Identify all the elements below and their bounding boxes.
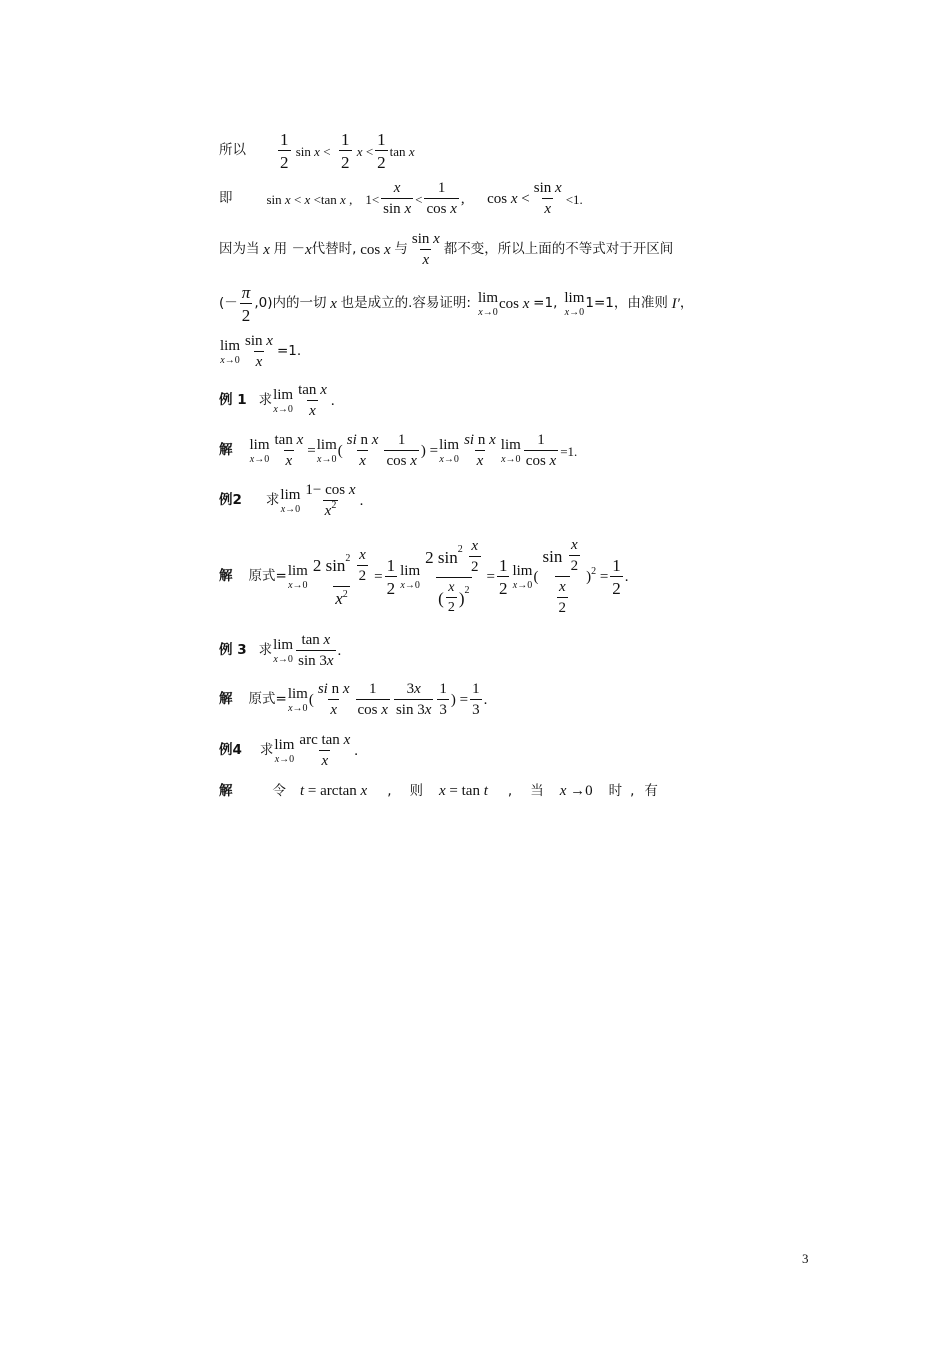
text-find: 求 — [258, 392, 273, 409]
fraction-x-over-sinx: x sin x — [383, 180, 412, 217]
text-find: 求 — [259, 742, 274, 759]
solution-3: 解 原式= lim x→0 ( si n x x 1 cos x 3x sin 3x 1 3 ) = $\frac{1}{3}$ . — [219, 681, 488, 718]
fraction-sinx-over-x: sin x x — [533, 180, 562, 217]
limit-operator: lim x→0 — [273, 636, 294, 665]
text-time: 时 — [608, 782, 623, 799]
fraction-half: 1 2 — [280, 130, 289, 172]
solution-4: 解 令 t = arctan x , 则 x = tan t , 当 x →0 时 , 有 — [219, 782, 658, 799]
example-3: 例 3 求 lim x→0 tan x sin 3x . — [219, 632, 342, 669]
text-find: 求 — [258, 642, 273, 659]
limit-operator: lim x→0 — [287, 562, 308, 591]
example-3-label: 例 3 — [219, 642, 247, 659]
fraction-1-over-cosx: 1 cos x — [357, 681, 388, 718]
limit-operator: lim x→0 — [220, 337, 241, 366]
fraction-1-over-cosx: $\frac{1}{\text{cos x}}$ — [525, 432, 557, 469]
solution-1: 解 lim x→0 $\frac{\text{tan x}}{x}$ = lim x→0 ( si n x x 1 cos x ) = lim x→0 si n x x lim x→0 $\frac{1}{\text{cos x}}$ =1. — [219, 432, 578, 469]
text-when: 当 — [530, 782, 544, 799]
example-1-label: 例 1 — [219, 392, 247, 409]
text-have: 有 — [644, 782, 658, 799]
example-4-label: 例4 — [219, 742, 242, 759]
fraction-sinx-over-x: si n x x — [464, 432, 496, 469]
fraction-half: 1 2 — [341, 130, 350, 172]
solution-label: 解 — [219, 691, 233, 708]
line-inequality-1: 所以 1 2 sin x < 1 2 x < 1 2 tan x — [219, 130, 415, 172]
limit-operator: lim x→0 — [249, 436, 270, 465]
text-then: 则 — [409, 782, 423, 799]
text-replace-when: 代替时, — [311, 241, 357, 258]
text-original: 原式= — [248, 568, 287, 585]
text-interval-open: (－ — [219, 295, 238, 312]
fraction-sinx-over-x: si n x x — [317, 681, 350, 718]
limit-operator: lim x→0 — [280, 486, 301, 515]
fraction-half: $\frac{1}{2}$ — [386, 556, 396, 598]
text-replace: 用 － — [273, 241, 305, 258]
solution-label: 解 — [219, 568, 233, 585]
label-ji: 即 — [219, 190, 233, 207]
text-comma: ， — [679, 295, 694, 312]
fraction-1-over-cosx: 1 cos x — [426, 180, 457, 217]
fraction-pi-over-2: π 2 — [241, 283, 251, 325]
limit-operator: lim x→0 — [477, 289, 498, 318]
solution-2: 解 原式= lim x→0 2 sin 2 x 2 $x^2$ = $\frac{1}{2}$ lim x→0 2 sin 2 x 2 ( x 2 ) 2 = $\frac{1}{2}$ lim x→0 ( sin x 2 $\frac{x}{2}$ )$^2$ = $\frac{1}{2}$ . — [219, 537, 629, 616]
fraction-half: $\frac{1}{2}$ — [612, 556, 621, 598]
solution-label: 解 — [219, 442, 233, 459]
limit-operator: lim x→0 — [500, 436, 521, 465]
text-original: 原式= — [248, 691, 287, 708]
example-4: 例4 求 lim x→0 arc tan x x . — [219, 732, 358, 769]
text-find: 求 — [265, 492, 280, 509]
limit-operator: lim x→0 — [274, 736, 295, 765]
example-2-label: 例2 — [219, 492, 242, 509]
fraction-1-over-3: $\frac{1}{3}$ — [472, 681, 480, 718]
fraction-1-over-cosx: 1 cos x — [386, 432, 417, 469]
example-2: 例2 求 lim x→0 1− cos x $x^2$ . — [219, 482, 364, 519]
fraction-2sin2-over-halfx2: 2 sin 2 x 2 ( x 2 ) 2 — [425, 538, 479, 615]
fraction-half: $\frac{1}{2}$ — [498, 556, 508, 598]
fraction-half: 1 2 — [377, 130, 386, 172]
fraction-sinx-over-x: sin x x — [411, 231, 440, 268]
fraction-arctanx-over-x: arc tan x x — [299, 732, 351, 769]
text-let: 令 — [272, 782, 286, 799]
text-and: 与 — [394, 241, 408, 258]
text-interval-inside: ,0)内的一切 — [254, 295, 327, 312]
limit-operator: lim x→0 — [564, 289, 585, 318]
fraction-2sin2-over-x2: 2 sin 2 x 2 $x^2$ — [312, 546, 367, 608]
text-unchanged: 都不变，所以上面的不等式对于开区间 — [443, 241, 674, 258]
limit-operator: lim x→0 — [273, 386, 294, 415]
line-because: 因为当 x 用 － x 代替时, cos x 与 sin x x 都不变，所以上面的不等式对于开区间 — [219, 231, 674, 268]
text-equals-one: =1, — [533, 295, 558, 312]
fraction-tanx-over-x: tan x x — [298, 382, 327, 419]
solution-label: 解 — [219, 782, 233, 799]
example-1: 例 1 求 lim x→0 tan x x . — [219, 382, 335, 419]
text-easy-proof: 也是成立的.容易证明: — [340, 295, 471, 312]
text-equals-one-end: =1. — [276, 343, 302, 360]
limit-operator: lim x→0 — [512, 562, 533, 591]
line-result — [219, 334, 301, 370]
limit-operator: lim x→0 — [439, 436, 460, 465]
fraction-sinx-over-x: si n x x — [346, 432, 379, 469]
text-squeeze-rule: 1=1，由准则 — [585, 295, 668, 312]
fraction-tanx-over-sin3x: tan x sin 3x — [298, 632, 334, 669]
limit-operator: lim x→0 — [316, 436, 337, 465]
limit-operator: lim x→0 — [400, 562, 421, 591]
line-interval: (－ π 2 ,0)内的一切 x 也是成立的.容易证明: lim x→0 cos x =1, lim x→0 1=1，由准则 I′ ， — [219, 283, 694, 325]
fraction-sin-halfx-over-halfx: sin x 2 $\frac{x}{2}$ — [542, 537, 579, 616]
limit-operator: lim x→0 — [287, 685, 308, 714]
label-suoyi: 所以 — [219, 142, 246, 159]
fraction-1-minus-cosx-over-x2: 1− cos x $x^2$ — [305, 482, 356, 519]
fraction-3x-over-sin3x: 3x sin 3x — [395, 681, 432, 718]
page-number: 3 — [802, 1251, 809, 1266]
fraction-1-over-3: 1 3 — [439, 681, 447, 718]
line-inequality-2: 即 sin x < x <tan x , 1< x sin x < 1 cos x , cos x < sin x x <1. — [219, 180, 583, 217]
fraction-tanx-over-x: $\frac{\text{tan x}}{x}$ — [274, 432, 304, 469]
text-because: 因为当 — [219, 241, 260, 258]
fraction-sinx-over-x: $\frac{\text{sin x}}{x}$ — [245, 333, 273, 370]
